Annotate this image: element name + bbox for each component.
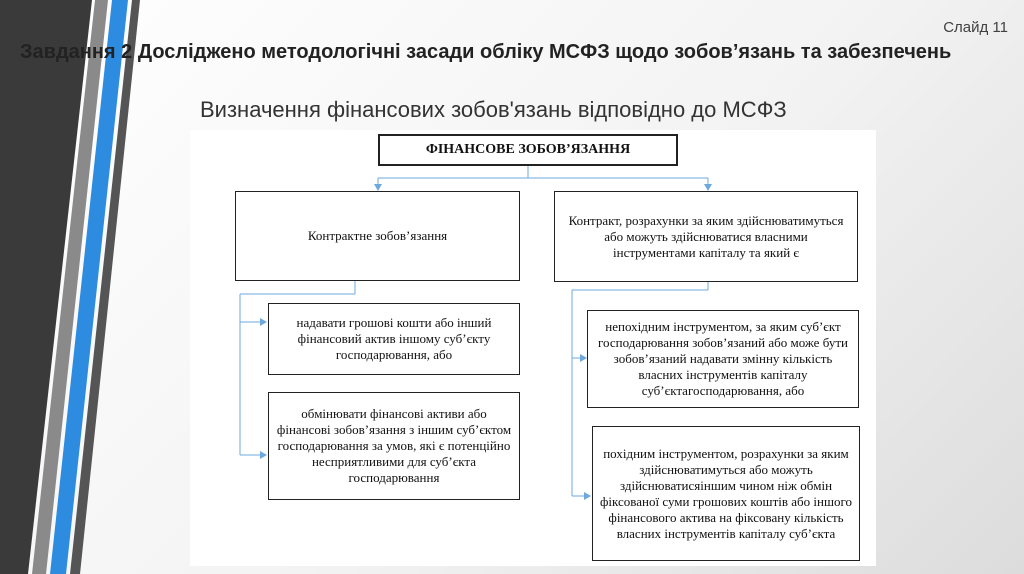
slide-subtitle: Визначення фінансових зобов'язань відповідно до МСФЗ: [200, 97, 787, 122]
root-box: ФІНАНСОВЕ ЗОБОВ’ЯЗАННЯ: [378, 134, 678, 166]
right-header-box: Контракт, розрахунки за яким здійснюватимуться або можуть здійснюватися власними інструментами капіталу та який є: [554, 191, 858, 282]
left-item-2: обмінювати фінансові активи або фінансові зобов’язання з іншим суб’єктом господарювання за умов, які є потенційно несприятливими для суб’єкта господарювання: [268, 392, 520, 500]
slide-title: Завдання 2 Досліджено методологічні засади обліку МСФЗ щодо зобов’язань та забезпечень: [20, 41, 952, 63]
left-header-box: Контрактне зобов’язання: [235, 191, 520, 281]
right-item-1: непохідним інструментом, за яким суб’єкт господарювання зобов’язаний або може бути зобов’язаний надавати змінну кількість власних інструментів капіталу суб’єктагосподарювання, або: [587, 310, 859, 408]
right-item-2: похідним інструментом, розрахунки за яким здійснюватимуться або можуть здійснюватисяіншим чином ніж обмін фіксованої суми грошових коштів або іншого фінансового актива на фіксовану кількість власних інструментів капіталу суб’єкта: [592, 426, 860, 561]
left-item-1: надавати грошові кошти або інший фінансовий актив іншому суб’єкту господарювання, або: [268, 303, 520, 375]
decorative-stripes: [0, 0, 160, 574]
liability-diagram: [190, 130, 876, 566]
slide-number: Слайд 11: [943, 19, 1008, 36]
